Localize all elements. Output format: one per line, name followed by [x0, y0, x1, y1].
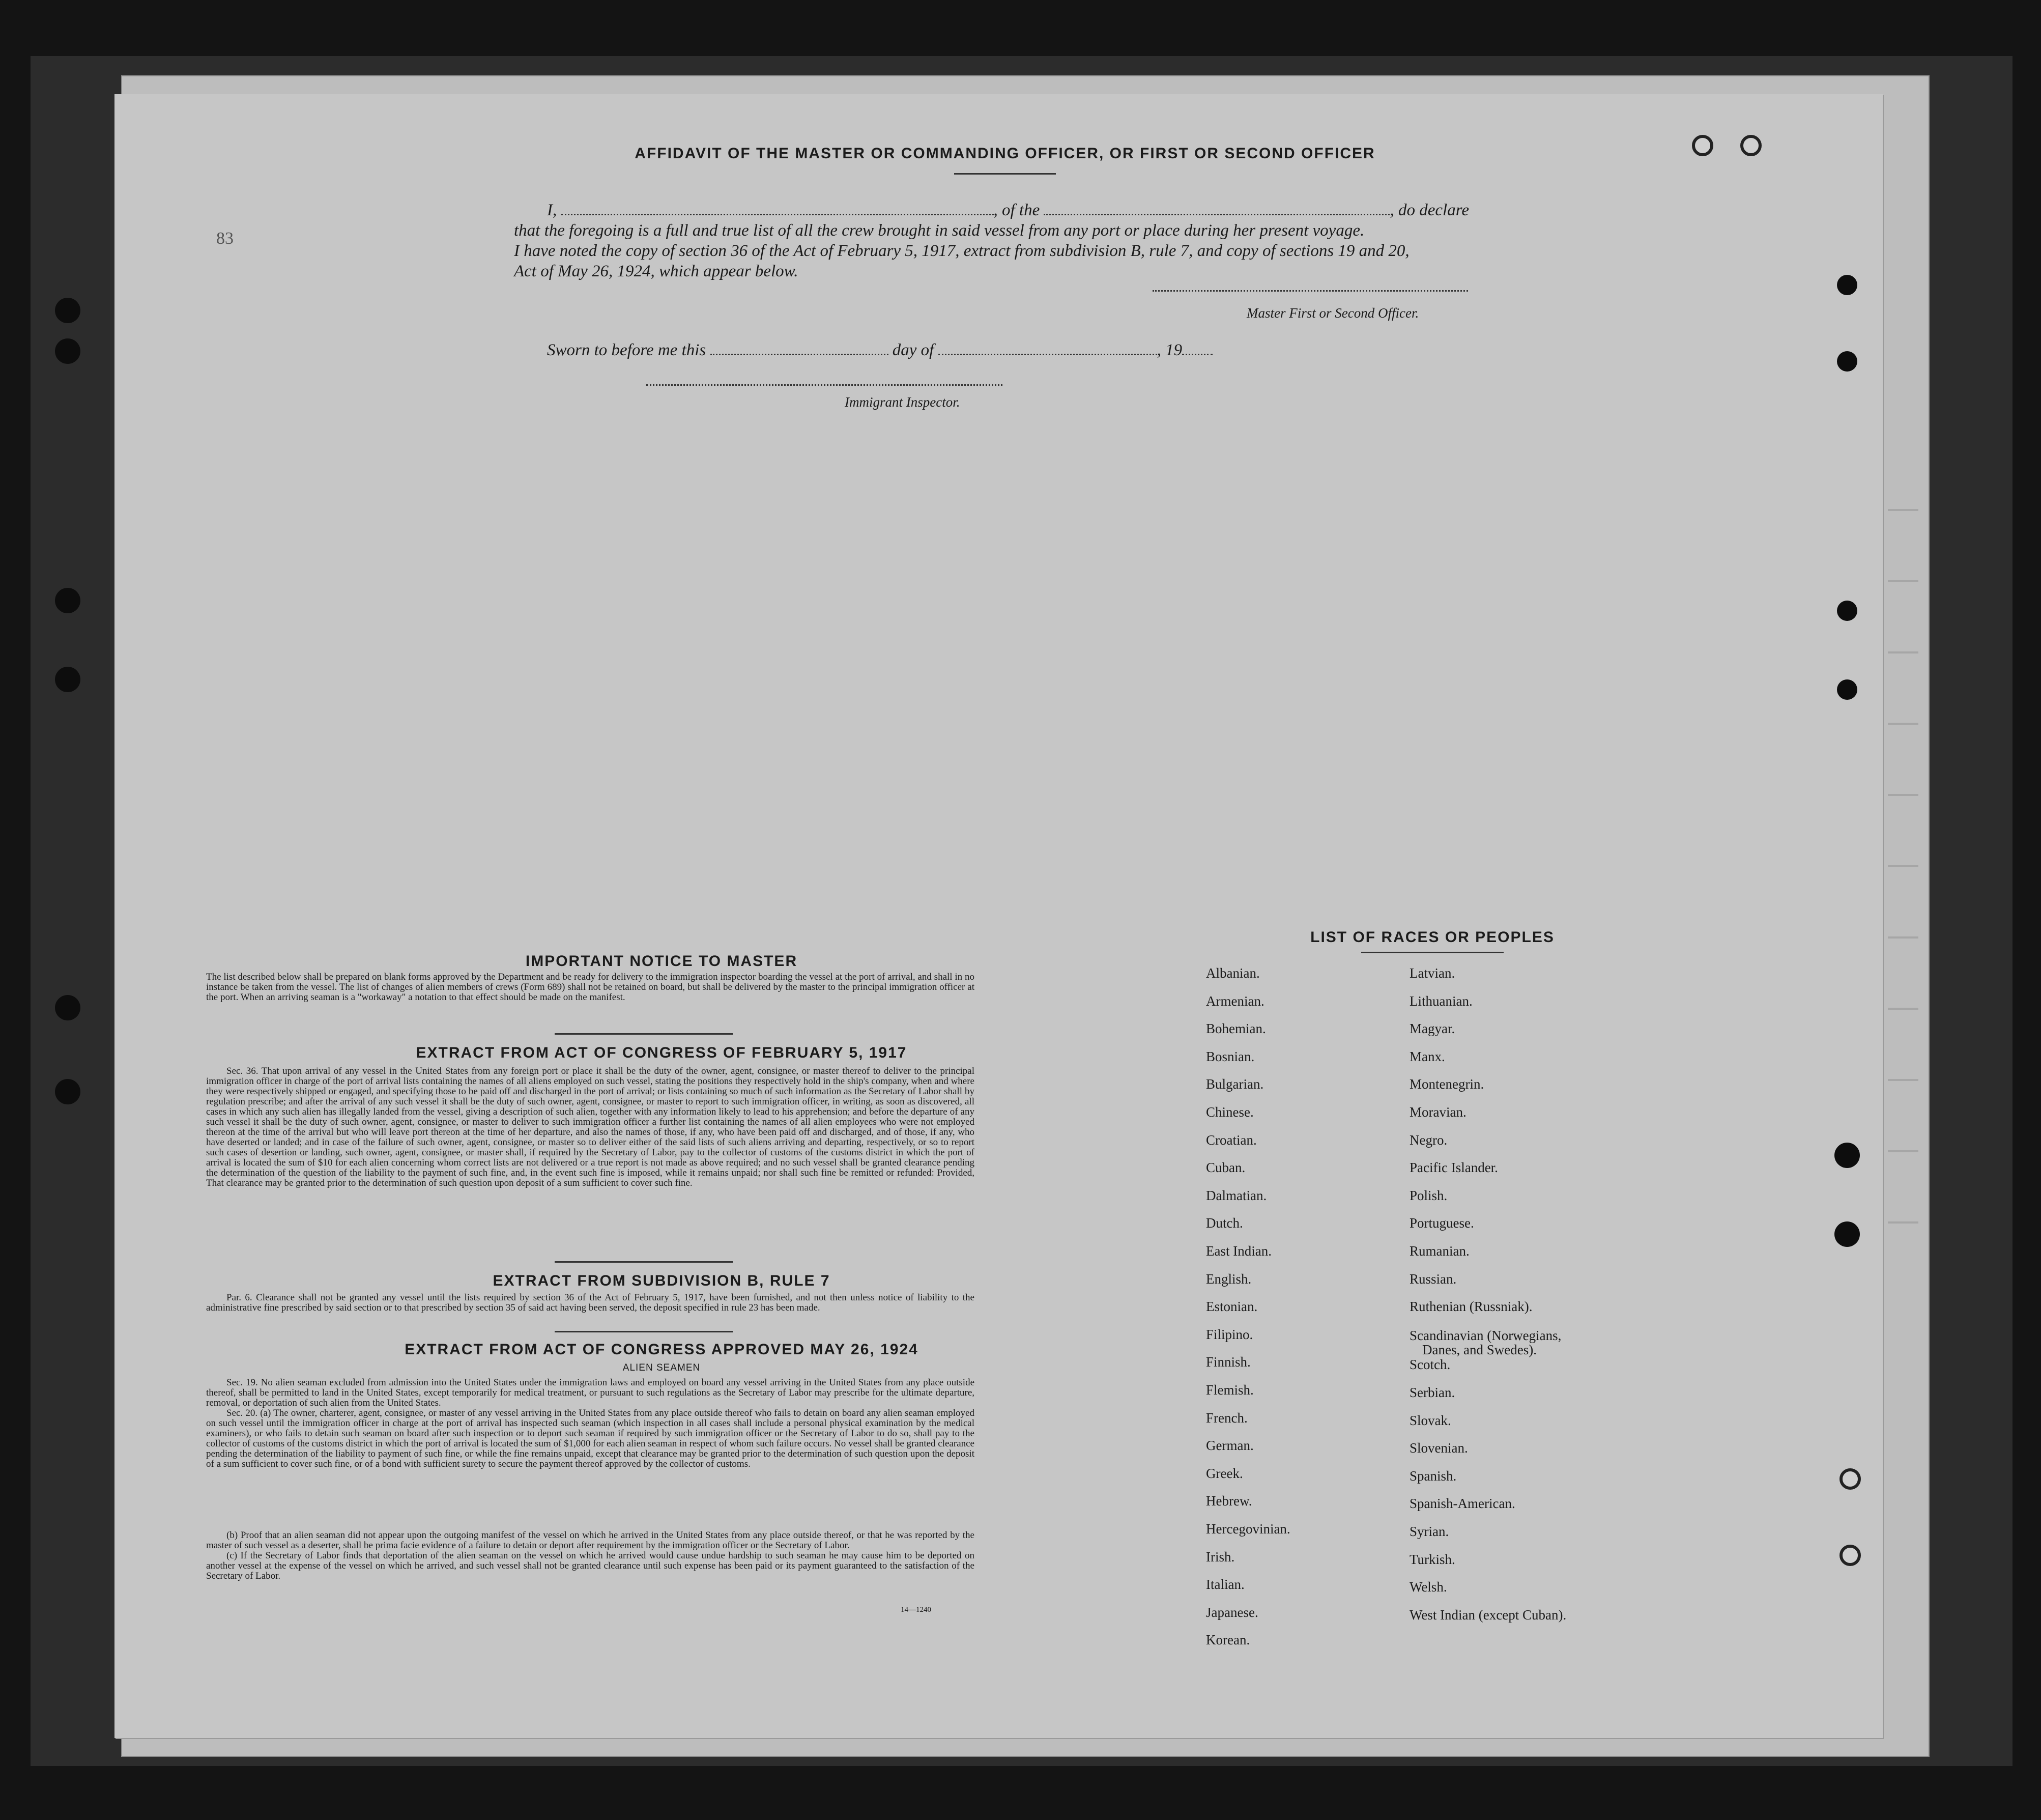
divider	[1361, 952, 1504, 953]
punch-hole-icon	[1837, 351, 1857, 372]
notice-title: IMPORTANT NOTICE TO MASTER	[525, 953, 798, 970]
underlying-sheet-edge	[1888, 473, 1918, 1288]
punch-hole-icon	[55, 338, 80, 364]
divider	[555, 1331, 733, 1332]
race-entry: English.	[1206, 1271, 1252, 1287]
race-entry: Latvian.	[1410, 965, 1455, 981]
race-entry: Lithuanian.	[1410, 993, 1473, 1009]
race-entry: Spanish-American.	[1410, 1496, 1515, 1511]
affidavit-declare-label: , do declare	[1390, 201, 1469, 219]
extract-1924-sec20c: (c) If the Secretary of Labor finds that deportation of the alien seaman on the vessel on which he arrived would cause undue hardship to such seaman he may cause him to be deported on another vessel at the expense of the vessel on which he arrived, and such vessel shall not be granted clearance until such expense has been paid or its payment guaranteed to the satisfaction of the Secretary of Labor.	[206, 1550, 974, 1581]
race-entry: Slovak.	[1410, 1413, 1451, 1428]
race-entry: Welsh.	[1410, 1579, 1447, 1595]
race-entry: Croatian.	[1206, 1132, 1257, 1148]
race-entry: Cuban.	[1206, 1160, 1246, 1175]
race-entry: Greek.	[1206, 1466, 1243, 1481]
punch-hole-icon	[1834, 1143, 1860, 1168]
extract-rule7-body: Par. 6. Clearance shall not be granted any vessel until the lists required by section 36 of the Act of February 5, 1917, have been furnished, and not then unless notice of liability to the administrative fine prescribed by said section or to that prescribed by section 35 of said act having been served, the deposit specified in rule 23 has been made.	[206, 1292, 974, 1313]
races-title: LIST OF RACES OR PEOPLES	[1310, 929, 1555, 946]
race-entry: Irish.	[1206, 1549, 1235, 1565]
extract-1917-title: EXTRACT FROM ACT OF CONGRESS OF FEBRUARY 5, 1917	[416, 1044, 907, 1061]
day-of-label: day of	[892, 341, 934, 359]
race-entry: Filipino.	[1206, 1327, 1253, 1342]
race-entry: Moravian.	[1410, 1104, 1467, 1120]
extract-1924-sec20b: (b) Proof that an alien seaman did not appear upon the outgoing manifest of the vessel on which he arrived in the United States from any place outside thereof, or that he was reported by the master of such vessel as a deserter, shall be prima facie evidence of a failure to detain or deport after requirement by the immigration officer or the Secretary of Labor.	[206, 1530, 974, 1551]
sworn-label: Sworn to before me this	[547, 341, 706, 359]
race-entry: Polish.	[1410, 1188, 1448, 1203]
race-entry: Danes, and Swedes).	[1422, 1342, 1537, 1357]
race-entry: Negro.	[1410, 1132, 1448, 1148]
punch-hole-icon	[1839, 1545, 1861, 1566]
race-entry: Hercegovinian.	[1206, 1521, 1290, 1537]
extract-1917-body: Sec. 36. That upon arrival of any vessel in the United States from any foreign port or place it shall be the duty of the owner, agent, consignee, or master thereof to deliver to the principal immigration officer in charge of the port of arrival lists containing the names of all aliens employed on such vessel, stating the positions they respectively hold in the ship's company, when and where they were respectively shipped or engaged, and specifying those to be paid off and discharged in the port of arrival; or lists containing so much of such information as the Secretary of Labor shall by regulation prescribe; and after the arrival of any such vessel it shall be the duty of such owner, agent, consignee, or master to report to such immigration officer, in writing, as soon as discovered, all cases in which any such alien has illegally landed from the vessel, giving a description of such alien, together with any information likely to lead to his apprehension; and before the departure of any such vessel it shall be the duty of such owner, agent, consignee, or master to deliver to such immigration officer a further list containing the names of all alien employees who were not employed thereon at the time of the arrival but who will leave port thereon at the time of her departure, and also the names of those, if any, who have been paid off and discharged, and of those, if any, who have deserted or landed; and in case of the failure of such owner, agent, consignee, or master so to deliver either of the said lists of such aliens arriving and departing, respectively, or so to report such cases of desertion or landing, such owner, agent, consignee, or master shall, if required by the Secretary of Labor, pay to the collector of customs of the customs district in which the port of arrival is located the sum of $10 for each alien concerning whom correct lists are not delivered or a true report is not made as above required; and no such vessel shall be granted clearance pending the determination of the question of the liability to the payment of such fine, and, in the event such fine is imposed, while it remains unpaid; nor shall such fine be remitted or refunded: Provided, That clearance may be granted prior to the determination of such question upon deposit of a sum sufficient to cover such fine.	[206, 1066, 974, 1188]
punch-hole-icon	[1837, 679, 1857, 700]
race-entry: Manx.	[1410, 1049, 1445, 1064]
punch-hole-icon	[1837, 275, 1857, 295]
race-entry: Scandinavian (Norwegians,	[1410, 1328, 1562, 1343]
sworn-month-field[interactable]	[938, 354, 1157, 355]
year-label: , 19	[1157, 341, 1183, 359]
divider	[954, 173, 1056, 175]
officer-name-field[interactable]	[561, 214, 994, 215]
punch-hole-icon	[55, 1079, 80, 1104]
race-entry: Bohemian.	[1206, 1021, 1266, 1036]
affidavit-of-label: , of the	[993, 201, 1040, 219]
race-entry: Ruthenian (Russniak).	[1410, 1299, 1533, 1314]
punch-hole-icon	[55, 667, 80, 692]
race-entry: West Indian (except Cuban).	[1410, 1607, 1567, 1623]
race-entry: Slovenian.	[1410, 1440, 1468, 1456]
extract-1924-title: EXTRACT FROM ACT OF CONGRESS APPROVED MAY 26, 1924	[405, 1341, 918, 1358]
race-entry: Serbian.	[1410, 1385, 1455, 1400]
extract-1924-sec20a: Sec. 20. (a) The owner, charterer, agent, consignee, or master of any vessel arriving in the United States from any place outside thereof who fails to detain on board any alien seaman employed on such vessel until the immigration officer in charge at the port of arrival has inspected such seaman (which inspection in all cases shall include a personal physical examination by the medical examiners), or who fails to detain such seaman on board after such inspection or to deport such seaman if required by such immigration officer or the Secretary of Labor to do so, shall pay to the collector of customs of the customs district in which the port of arrival is located the sum of $1,000 for each alien seaman in respect of whom such failure occurs. No vessel shall be granted clearance pending the determination of the liability to payment of such fine, or while the fine remains unpaid, except that clearance may be granted prior to the determination of such question upon the deposit of a sum sufficient to cover such fine, or of a bond with sufficient surety to secure the payment thereof approved by the collector of customs.	[206, 1408, 974, 1469]
affidavit-title: AFFIDAVIT OF THE MASTER OR COMMANDING OFFICER, OR FIRST OR SECOND OFFICER	[635, 145, 1375, 162]
race-entry: Dutch.	[1206, 1215, 1243, 1231]
notice-body: The list described below shall be prepared on blank forms approved by the Department and be ready for delivery to the immigration inspector boarding the vessel at the port of arrival, and shall in no instance be taken from the vessel. The list of changes of alien members of crews (Form 689) shall not be retained on board, but shall be delivered by the master to the principal immigration officer at the port. When an arriving seaman is a "workaway" a notation to that effect should be made on the manifest.	[206, 972, 974, 1003]
race-entry: Bulgarian.	[1206, 1076, 1264, 1092]
race-entry: Turkish.	[1410, 1552, 1455, 1567]
race-entry: Scotch.	[1410, 1357, 1451, 1372]
race-entry: Dalmatian.	[1206, 1188, 1267, 1203]
affidavit-statement-line: Act of May 26, 1924, which appear below.	[514, 262, 798, 280]
officer-signature-field[interactable]	[1153, 290, 1468, 292]
race-entry: Portuguese.	[1410, 1215, 1474, 1231]
race-entry: Finnish.	[1206, 1354, 1251, 1370]
form-number: 14—1240	[901, 1606, 931, 1614]
race-entry: German.	[1206, 1438, 1254, 1453]
vessel-name-field[interactable]	[1044, 214, 1390, 215]
divider	[555, 1261, 733, 1263]
race-entry: Flemish.	[1206, 1382, 1254, 1398]
extract-1924-subtitle: ALIEN SEAMEN	[622, 1362, 701, 1373]
race-entry: Albanian.	[1206, 965, 1260, 981]
inspector-signature-field[interactable]	[646, 384, 1002, 386]
punch-hole-icon	[1740, 135, 1762, 156]
punch-hole-icon	[55, 588, 80, 613]
race-entry: French.	[1206, 1410, 1248, 1426]
race-entry: Italian.	[1206, 1577, 1245, 1592]
inspector-signature-label: Immigrant Inspector.	[845, 394, 960, 410]
race-entry: Syrian.	[1410, 1524, 1449, 1539]
race-entry: Montenegrin.	[1410, 1076, 1484, 1092]
race-entry: East Indian.	[1206, 1243, 1272, 1259]
race-entry: Hebrew.	[1206, 1493, 1252, 1509]
margin-page-number: 83	[216, 229, 234, 248]
sworn-line	[547, 341, 1213, 360]
race-entry: Armenian.	[1206, 993, 1264, 1009]
extract-1924-sec19: Sec. 19. No alien seaman excluded from admission into the United States under the immigration laws and employed on board any vessel arriving in the United States from any place outside thereof, shall be permitted to land in the United States, except temporarily for medical treatment, or pursuant to such regulations as the Secretary of Labor may prescribe for the ultimate departure, removal, or deportation of such alien from the United States.	[206, 1377, 974, 1408]
affidavit-i-label: I,	[547, 201, 557, 219]
punch-hole-icon	[1839, 1468, 1861, 1490]
punch-hole-icon	[1834, 1221, 1860, 1247]
race-entry: Japanese.	[1206, 1605, 1258, 1620]
race-entry: Magyar.	[1410, 1021, 1455, 1036]
sworn-day-field[interactable]	[710, 354, 888, 355]
punch-hole-icon	[55, 995, 80, 1020]
punch-hole-icon	[1692, 135, 1713, 156]
punch-hole-icon	[55, 298, 80, 323]
affidavit-statement-line: I have noted the copy of section 36 of the Act of February 5, 1917, extract from subdivision B, rule 7, and copy of sections 19 and 20,	[514, 242, 1410, 260]
affidavit-declaration-line	[547, 201, 1469, 220]
race-entry: Pacific Islander.	[1410, 1160, 1498, 1175]
extract-rule7-title: EXTRACT FROM SUBDIVISION B, RULE 7	[493, 1272, 830, 1289]
race-entry: Rumanian.	[1410, 1243, 1470, 1259]
sworn-year-field[interactable]	[1182, 354, 1213, 355]
crew-manifest-affidavit-page	[114, 94, 1883, 1738]
race-entry: Spanish.	[1410, 1468, 1457, 1484]
race-entry: Bosnian.	[1206, 1049, 1255, 1064]
race-entry: Estonian.	[1206, 1299, 1258, 1314]
race-entry: Chinese.	[1206, 1104, 1254, 1120]
affidavit-statement-line: that the foregoing is a full and true list of all the crew brought in said vessel from any port or place during her present voyage.	[514, 221, 1365, 240]
race-entry: Korean.	[1206, 1632, 1250, 1647]
race-entry: Russian.	[1410, 1271, 1457, 1287]
officer-signature-label: Master First or Second Officer.	[1247, 305, 1419, 321]
divider	[555, 1033, 733, 1035]
punch-hole-icon	[1837, 601, 1857, 621]
